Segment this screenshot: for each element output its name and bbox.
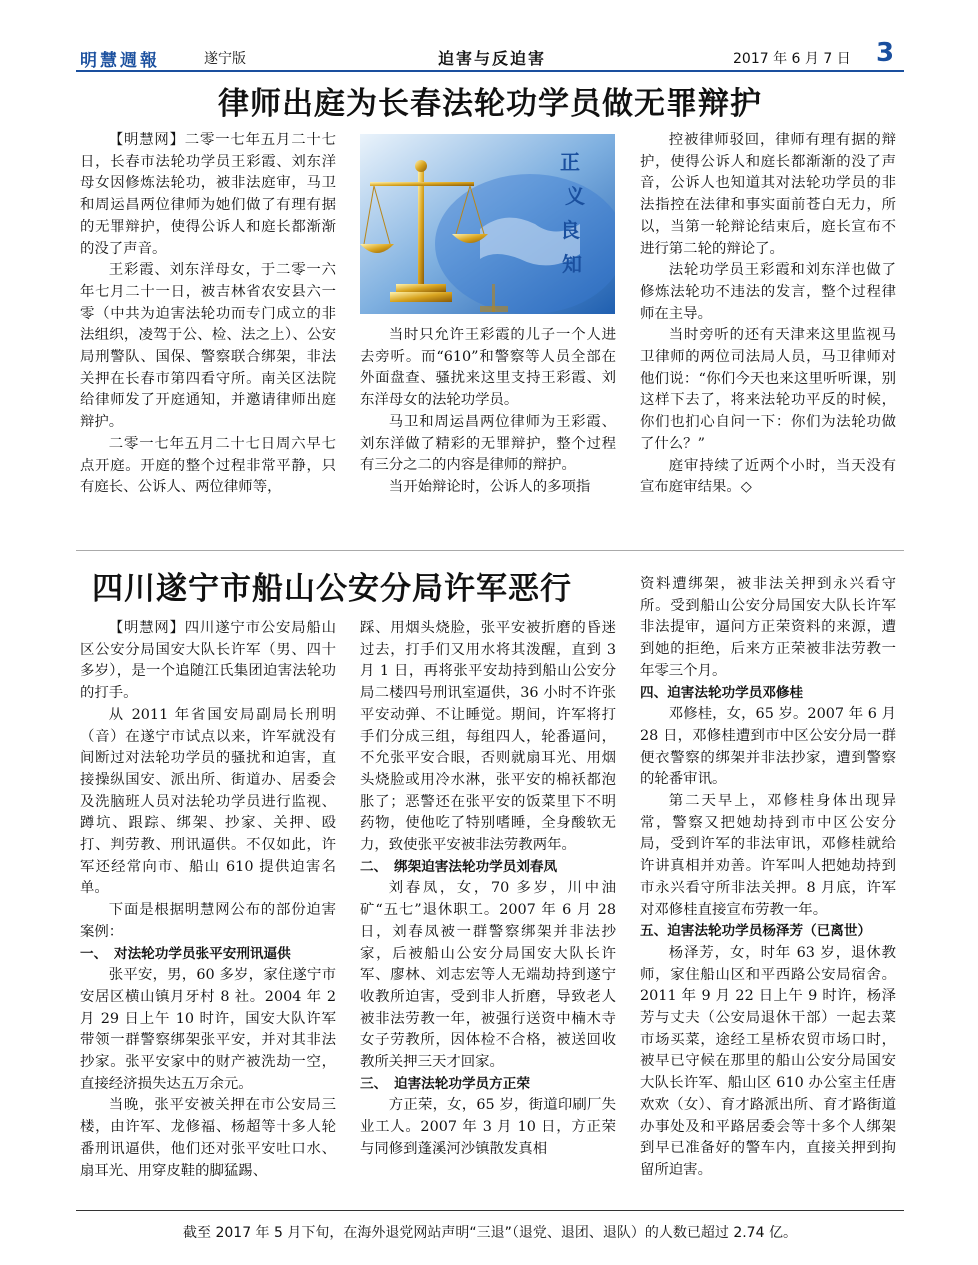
justice-image: [360, 134, 615, 314]
newspaper-brand: 明慧週報: [80, 51, 160, 71]
article1-title: 律师出庭为长春法轮功学员做无罪辩护: [218, 86, 762, 122]
article-divider: [76, 550, 904, 551]
paragraph: 资料遭绑架，被非法关押到永兴看守所。受到船山公安分局国安大队长许军非法提审，逼问方正荣资料的来源，遭到她的拒绝，后来方正荣被非法劳教一年零三个月。: [640, 576, 896, 679]
case-heading: 五、迫害法轮功学员杨泽芳（已离世）: [640, 923, 872, 940]
image-caption-char: 义: [565, 184, 585, 208]
article2-column-2: [360, 618, 616, 1161]
paragraph: 【明慧网】四川遂宁市公安局船山区公安分局国安大队长许军（男、四十多岁），是一个追随江氏集团迫害法轮功的打手。: [80, 620, 336, 702]
page-number: 3: [876, 38, 895, 68]
paragraph: 马卫和周运昌两位律师为王彩霞、刘东洋做了精彩的无罪辩护，整个过程有三分之二的内容是律师的辩护。: [360, 413, 616, 474]
paragraph: 邓修桂，女，65 岁。2007 年 6 月 28 日，邓修桂遭到市中区公安分局一群便衣警察的绑架并非法抄家，遭到警察的轮番审讯。: [640, 706, 896, 788]
paragraph: 二零一七年五月二十七日周六早七点开庭。开庭的整个过程非常平静，只有庭长、公诉人、两位律师等，: [80, 435, 336, 496]
article1-column-2: [360, 325, 616, 499]
case-heading: 三、 迫害法轮功学员方正荣: [360, 1075, 530, 1092]
paragraph: 当开始辩论时，公诉人的多项指: [388, 478, 591, 495]
image-caption-char: 正: [560, 150, 580, 174]
footer-rule: [76, 1210, 904, 1211]
article2-title: 四川遂宁市船山公安分局许军恶行: [92, 571, 572, 607]
paragraph: 踩、用烟头烧脸，张平安被折磨的昏迷过去，打手们又用水将其泼醒，直到 3 月 1 日，再将张平安劫持到船山公安分局二楼四号刑讯室逼供，36 小时不许张平安动弹、不让睡觉。期间，许军将打手们分成三组，每组四人，轮番逼问，不允张平安合眼，否则就扇耳光、用烟头烧脸或用冷水淋，张平安的棉袄都泡胀了；恶警还在张平安的饭菜里下不明药物，使他吃了特别嗜睡，全身酸软无力，致使张平安被非法劳教两年。: [360, 620, 616, 854]
edition-label: 遂宁版: [204, 51, 246, 67]
paragraph: 【明慧网】二零一七年五月二十七日，长春市法轮功学员王彩霞、刘东洋母女因修炼法轮功，被非法庭审，马卫和周运昌两位律师为她们做了有理有据的无罪辩护，使得公诉人和庭长都渐渐的没了声音。: [80, 132, 336, 257]
article1-column-3: [640, 130, 896, 499]
footer-note: 截至 2017 年 5 月下旬，在海外退党网站声明“三退”（退党、退团、退队）的人数已超过 2.74 亿。: [183, 1225, 797, 1241]
paragraph: 方正荣，女，65 岁，街道印刷厂失业工人。2007 年 3 月 10 日，方正荣与同修到蓬溪河沙镇散发真相: [360, 1097, 616, 1157]
paragraph: 当时只允许王彩霞的儿子一个人进去旁听。而“610”和警察等人员全部在外面盘查、骚扰来这里支持王彩霞、刘东洋母女的法轮功学员。: [360, 327, 616, 409]
paragraph: 下面是根据明慧网公布的部份迫害案例：: [80, 902, 336, 940]
paragraph: 当时旁听的还有天津来这里监视马卫律师的两位司法局人员，马卫律师对他们说：“你们今天也来这里听听课，别这样下去了，将来法轮功平反的时候，你们也扪心自问一下：你们为法轮功做了什么？”: [640, 327, 896, 452]
case-heading: 一、 对法轮功学员张平安刑讯逼供: [80, 945, 291, 962]
paragraph: 庭审持续了近两个小时，当天没有宣布庭审结果。◇: [640, 457, 896, 496]
image-caption-char: 良: [560, 218, 580, 242]
paragraph: 第二天早上，邓修桂身体出现异常，警察又把她劫持到市中区公安分局，受到许军的非法审讯，邓修桂就给许讲真相并劝善。许军叫人把她劫持到市永兴看守所非法关押。8 月底，许军对邓修桂直接宣布劳教一年。: [640, 793, 896, 918]
issue-date: 2017 年 6 月 7 日: [733, 51, 851, 67]
paragraph: 从 2011 年省国安局副局长刑明（音）在遂宁市试点以来，许军就没有间断过对法轮功学员的骚扰和迫害，直接操纵国安、派出所、街道办、居委会及洗脑班人员对法轮功学员进行监视、蹲坑、跟踪、绑架、抄家、关押、殴打、判劳教、刑讯逼供。不仅如此，许军还经常向市、船山 610 提供迫害名单。: [80, 706, 336, 897]
article1-column-1: [80, 130, 336, 499]
case-heading: 四、迫害法轮功学员邓修桂: [640, 684, 804, 701]
paragraph: 王彩霞、刘东洋母女，于二零一六年七月二十一日，被吉林省农安县六一零（中共为迫害法轮功而专门成立的非法组织，凌驾于公、检、法之上）、公安局刑警队、国保、警察联合绑架，非法关押在长春市第四看守所。南关区法院给律师发了开庭通知，并邀请律师出庭辩护。: [80, 262, 336, 431]
paragraph: 刘春凤，女，70 多岁，川中油矿“五七”退休职工。2007 年 6 月 28 日，刘春凤被一群警察绑架并非法抄家，后被船山公安分局国安大队长许军、廖林、刘志宏等人无端劫持到遂宁收教所迫害，受到非人折磨，导致老人被非法劳教一年，被强行送资中楠木寺女子劳教所，因体检不合格，被送回收教所关押三天才回家。: [360, 880, 616, 1071]
header-rule: [76, 70, 904, 72]
paragraph: 控被律师驳回，律师有理有据的辩护，使得公诉人和庭长都渐渐的没了声音，公诉人也知道其对法轮功学员的非法指控在法律和事实面前苍白无力，所以，当第一轮辩论结束后，庭长宣布不进行第二轮的辩论了。: [640, 132, 896, 257]
paragraph: 张平安，男，60 多岁，家住遂宁市安居区横山镇月牙村 8 社。2004 年 2 月 29 日上午 10 时许，国安大队许军带领一群警察绑架张平安，并对其非法抄家。张平安家中的财产被洗劫一空，直接经济损失达五万余元。: [80, 967, 336, 1092]
case-heading: 二、 绑架迫害法轮功学员刘春凤: [360, 858, 558, 875]
article2-column-1: [80, 618, 336, 1182]
paragraph: 法轮功学员王彩霞和刘东洋也做了修炼法轮功不违法的发言，整个过程律师在主导。: [640, 262, 896, 322]
image-caption-char: 知: [562, 252, 582, 276]
paragraph: 杨泽芳，女，时年 63 岁，退休教师，家住船山区和平西路公安局宿舍。2011 年 9 月 22 日上午 9 时许，杨泽芳与丈夫（公安局退休干部）一起去菜市场买菜，途经工星桥农贸市场口时，被早已守候在那里的船山公安分局国安大队长许军、船山区 610 办公室主任唐欢欢（女）、育才路派出所、育才路街道办事处及和平路居委会等十多个人绑架到早已准备好的警车内，直接关押到拘留所迫害。: [640, 944, 896, 1178]
section-title: 迫害与反迫害: [438, 49, 547, 68]
article2-column-3: [640, 574, 896, 1182]
paragraph: 当晚，张平安被关押在市公安局三楼，由许军、龙修福、杨超等十多人轮番刑讯逼供，他们还对张平安吐口水、扇耳光、用穿皮鞋的脚猛踢、: [80, 1097, 336, 1179]
